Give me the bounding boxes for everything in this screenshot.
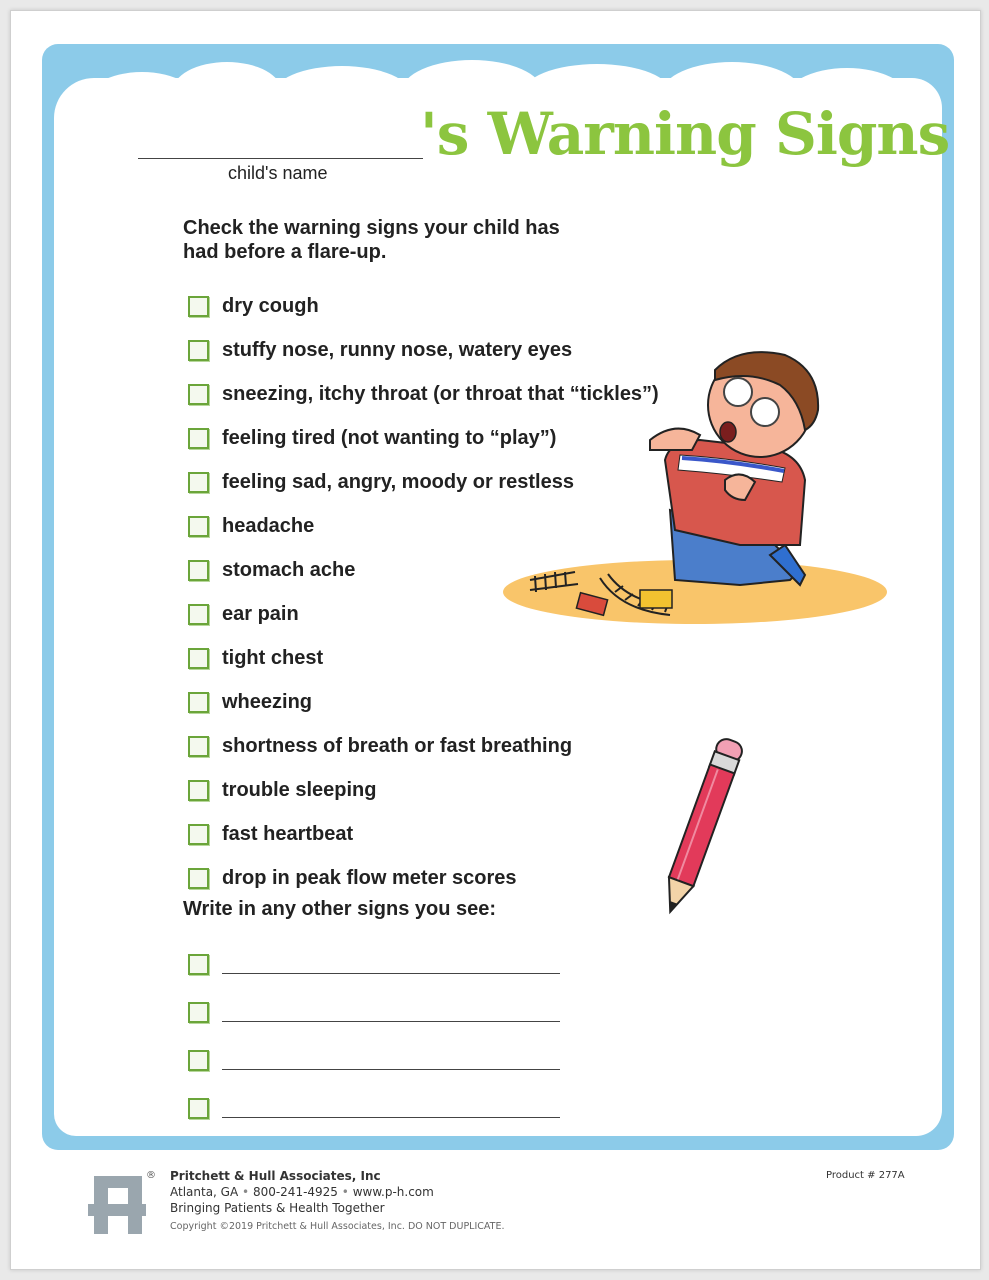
- copyright-notice: Copyright ©2019 Pritchett & Hull Associates, Inc. DO NOT DUPLICATE.: [170, 1221, 505, 1232]
- company-contact: [170, 1184, 434, 1200]
- checklist-item-label: ear pain: [222, 602, 299, 625]
- company-info: [170, 1168, 434, 1216]
- pencil-icon: [650, 735, 750, 925]
- checkbox[interactable]: [188, 780, 209, 801]
- checklist-item-label: stomach ache: [222, 558, 356, 581]
- checkbox[interactable]: [188, 340, 209, 361]
- write-in-prompt: Write in any other signs you see:: [183, 898, 497, 920]
- checkbox[interactable]: [188, 472, 209, 493]
- checklist-item: [188, 856, 659, 900]
- checkbox[interactable]: [188, 296, 209, 317]
- checkbox[interactable]: [188, 428, 209, 449]
- cloud-shape: [54, 134, 114, 224]
- write-in-blank[interactable]: [222, 973, 560, 974]
- checklist-item-label: feeling tired (not wanting to “play”): [222, 426, 557, 449]
- checklist-item-label: drop in peak flow meter scores: [222, 866, 517, 889]
- company-location: Atlanta, GA: [170, 1185, 239, 1199]
- boy-figure: [650, 352, 818, 585]
- checkbox[interactable]: [188, 604, 209, 625]
- company-name: Pritchett & Hull Associates, Inc: [170, 1169, 381, 1183]
- write-in-item: [188, 940, 560, 988]
- checklist-item-label: stuffy nose, runny nose, watery eyes: [222, 338, 573, 361]
- write-in-item: [188, 1036, 560, 1084]
- separator-dot: •: [242, 1185, 253, 1199]
- checkbox[interactable]: [188, 384, 209, 405]
- checkbox[interactable]: [188, 824, 209, 845]
- separator-dot: •: [341, 1185, 353, 1199]
- company-logo-icon: [88, 1168, 158, 1236]
- company-website[interactable]: www.p-h.com: [352, 1185, 434, 1199]
- checklist-item-label: trouble sleeping: [222, 778, 377, 801]
- write-in-item: [188, 1084, 560, 1132]
- checklist-item: [188, 724, 659, 768]
- registered-mark: ®: [146, 1170, 156, 1181]
- write-in-list: [188, 940, 560, 1132]
- checklist-item: [188, 768, 659, 812]
- checklist-item: [188, 636, 659, 680]
- checkbox[interactable]: [188, 692, 209, 713]
- cloud-shape: [272, 66, 412, 126]
- product-number: Product # 277A: [826, 1170, 905, 1181]
- checkbox[interactable]: [188, 1050, 209, 1071]
- checkbox[interactable]: [188, 1002, 209, 1023]
- checklist-item-label: fast heartbeat: [222, 822, 354, 845]
- write-in-blank[interactable]: [222, 1117, 560, 1118]
- cloud-shape: [172, 62, 282, 122]
- checklist-item-label: feeling sad, angry, moody or restless: [222, 470, 574, 493]
- company-phone: 800-241-4925: [252, 1185, 338, 1199]
- checklist-item-label: tight chest: [222, 646, 324, 669]
- child-coughing-illustration: [500, 340, 900, 640]
- checkbox[interactable]: [188, 736, 209, 757]
- checkbox[interactable]: [188, 648, 209, 669]
- child-name-caption: child's name: [228, 163, 328, 183]
- checklist-item-label: dry cough: [222, 294, 319, 317]
- page-title: 's Warning Signs: [420, 100, 950, 168]
- write-in-blank[interactable]: [222, 1069, 560, 1070]
- checklist-item-label: wheezing: [222, 690, 313, 713]
- checkbox[interactable]: [188, 868, 209, 889]
- child-name-blank[interactable]: [138, 158, 423, 159]
- checklist-item-label: shortness of breath or fast breathing: [222, 734, 573, 757]
- checklist-item-label: headache: [222, 514, 315, 537]
- checkbox[interactable]: [188, 954, 209, 975]
- checklist-item: [188, 284, 659, 328]
- instructions-text: Check the warning signs your child has had before a flare-up.: [183, 217, 560, 263]
- checklist-item-label: sneezing, itchy throat (or throat that “tickles”): [222, 382, 659, 405]
- checkbox[interactable]: [188, 516, 209, 537]
- toy-train-car-icon: [640, 590, 672, 608]
- checklist-item: [188, 680, 659, 724]
- checklist-item: [188, 812, 659, 856]
- checkbox[interactable]: [188, 560, 209, 581]
- write-in-item: [188, 988, 560, 1036]
- write-in-blank[interactable]: [222, 1021, 560, 1022]
- checkbox[interactable]: [188, 1098, 209, 1119]
- company-tagline: Bringing Patients & Health Together: [170, 1201, 385, 1215]
